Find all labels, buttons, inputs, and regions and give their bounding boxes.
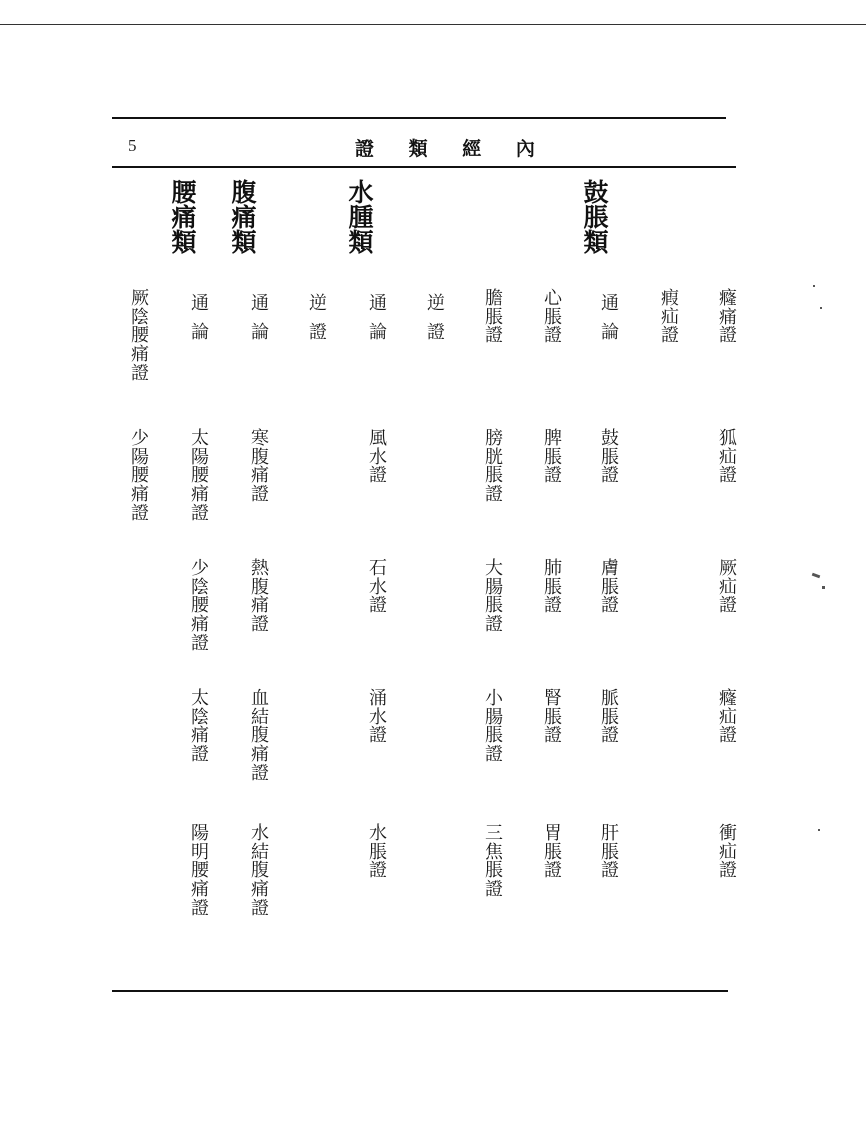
glyph: 痛: [171, 203, 197, 232]
glyph: 痛: [251, 465, 269, 487]
glyph: 脹: [485, 725, 503, 747]
glyph: 證: [369, 465, 387, 487]
glyph: 證: [427, 321, 445, 343]
entry-item: [537, 690, 569, 746]
glyph: 證: [369, 725, 387, 747]
glyph: 論: [369, 321, 387, 343]
glyph: 通: [369, 293, 387, 314]
glyph: 證: [251, 897, 269, 919]
glyph: 痛: [719, 306, 737, 328]
glyph: 脹: [544, 446, 562, 468]
entry-item: [537, 560, 569, 616]
glyph: 脹: [601, 446, 619, 468]
glyph: 證: [131, 502, 149, 524]
glyph: 腹: [251, 725, 269, 747]
glyph: 厥: [719, 558, 737, 579]
glyph: 脹: [369, 841, 387, 863]
glyph: 膽: [485, 288, 503, 309]
glyph: 結: [251, 841, 269, 863]
glyph: 證: [544, 725, 562, 747]
scan-speck: [812, 573, 821, 579]
glyph: 痛: [231, 203, 257, 232]
glyph: 疝: [661, 306, 679, 328]
glyph: 涌: [369, 688, 387, 709]
glyph: 證: [251, 762, 269, 784]
entry-item: [654, 290, 686, 346]
glyph: 腹: [251, 576, 269, 598]
glyph: 類: [583, 228, 609, 257]
glyph: 小: [485, 688, 503, 709]
glyph: 腸: [485, 706, 503, 728]
glyph: 脈: [601, 688, 619, 709]
glyph: 證: [661, 325, 679, 347]
running-title-char: 內: [515, 138, 535, 160]
footer-rule: [112, 990, 728, 992]
running-title-char: 類: [408, 138, 428, 160]
running-title: [355, 134, 563, 161]
glyph: 腰: [191, 465, 209, 487]
glyph: 論: [601, 321, 619, 343]
glyph: 水: [348, 178, 374, 207]
glyph: 脹: [544, 841, 562, 863]
entry-item: [362, 290, 394, 348]
glyph: 類: [231, 228, 257, 257]
glyph: 逆: [427, 293, 445, 314]
glyph: 證: [251, 614, 269, 636]
glyph: 結: [251, 706, 269, 728]
entry-item: [244, 290, 276, 348]
glyph: 陰: [131, 306, 149, 328]
glyph: 衝: [719, 823, 737, 844]
glyph: 陽: [131, 446, 149, 468]
glyph: 脹: [485, 306, 503, 328]
glyph: 證: [544, 860, 562, 882]
entry-item: [478, 560, 510, 635]
glyph: 瘕: [661, 288, 679, 309]
glyph: 水: [369, 823, 387, 844]
entry-item: [537, 825, 569, 881]
glyph: 陰: [191, 706, 209, 728]
entry-item: [362, 430, 394, 486]
glyph: 證: [601, 860, 619, 882]
entry-item: [478, 690, 510, 765]
glyph: 腰: [191, 595, 209, 617]
glyph: 證: [309, 321, 327, 343]
glyph: 證: [544, 595, 562, 617]
glyph: 腰: [131, 465, 149, 487]
glyph: 明: [191, 841, 209, 863]
header-bottom-rule: [112, 166, 736, 168]
glyph: 脹: [601, 841, 619, 863]
glyph: 癃: [719, 688, 737, 709]
glyph: 太: [191, 428, 209, 449]
glyph: 脹: [544, 706, 562, 728]
glyph: 證: [191, 744, 209, 766]
entry-item: [184, 290, 216, 348]
running-title-char: 證: [355, 138, 375, 160]
heading-drum-distension: [580, 180, 612, 255]
glyph: 疝: [719, 576, 737, 598]
glyph: 心: [544, 288, 562, 309]
glyph: 證: [485, 614, 503, 636]
glyph: 腹: [251, 860, 269, 882]
glyph: 證: [601, 725, 619, 747]
glyph: 證: [485, 744, 503, 766]
glyph: 水: [251, 823, 269, 844]
glyph: 鼓: [583, 178, 609, 207]
glyph: 腸: [485, 576, 503, 598]
entry-item: [537, 430, 569, 486]
header-top-rule: [112, 117, 726, 119]
glyph: 陽: [191, 823, 209, 844]
glyph: 腹: [251, 446, 269, 468]
glyph: 風: [369, 428, 387, 449]
glyph: 腰: [131, 325, 149, 347]
entry-item: [362, 690, 394, 746]
glyph: 痛: [191, 725, 209, 747]
glyph: 太: [191, 688, 209, 709]
glyph: 證: [544, 325, 562, 347]
glyph: 證: [485, 325, 503, 347]
entry-item: [712, 290, 744, 346]
glyph: 陽: [191, 446, 209, 468]
glyph: 腰: [191, 860, 209, 882]
glyph: 血: [251, 688, 269, 709]
glyph: 痛: [251, 595, 269, 617]
glyph: 三: [485, 823, 503, 844]
entry-item: [244, 560, 276, 635]
glyph: 腹: [231, 178, 257, 207]
entry-item: [302, 290, 334, 348]
entry-item: [184, 560, 216, 654]
entry-item: [362, 560, 394, 616]
glyph: 脹: [544, 306, 562, 328]
entry-item: [712, 825, 744, 881]
entry-item: [420, 290, 452, 348]
glyph: 鼓: [601, 428, 619, 449]
glyph: 胱: [485, 446, 503, 468]
entry-item: [478, 290, 510, 346]
glyph: 痛: [191, 484, 209, 506]
entry-item: [594, 825, 626, 881]
scan-speck: [820, 307, 822, 309]
glyph: 寒: [251, 428, 269, 449]
glyph: 狐: [719, 428, 737, 449]
glyph: 脹: [601, 706, 619, 728]
entry-item: [184, 690, 216, 765]
glyph: 陰: [191, 576, 209, 598]
glyph: 論: [191, 321, 209, 343]
glyph: 逆: [309, 293, 327, 314]
heading-edema: [345, 180, 377, 255]
running-title-char: 經: [462, 138, 482, 160]
entry-item: [244, 430, 276, 505]
entry-item: [478, 825, 510, 900]
heading-abdominal-pain: [228, 180, 260, 255]
glyph: 脹: [583, 203, 609, 232]
entry-item: [712, 690, 744, 746]
glyph: 痛: [191, 879, 209, 901]
entry-item: [124, 430, 156, 524]
glyph: 肺: [544, 558, 562, 579]
glyph: 證: [719, 595, 737, 617]
glyph: 熱: [251, 558, 269, 579]
glyph: 脾: [544, 428, 562, 449]
glyph: 疝: [719, 841, 737, 863]
glyph: 通: [191, 293, 209, 314]
glyph: 焦: [485, 841, 503, 863]
glyph: 痛: [131, 484, 149, 506]
glyph: 證: [369, 595, 387, 617]
glyph: 證: [251, 484, 269, 506]
entry-item: [362, 825, 394, 881]
entry-item: [184, 825, 216, 919]
glyph: 證: [369, 860, 387, 882]
glyph: 大: [485, 558, 503, 579]
glyph: 通: [601, 293, 619, 314]
glyph: 證: [719, 325, 737, 347]
glyph: 痛: [251, 879, 269, 901]
glyph: 水: [369, 576, 387, 598]
glyph: 脹: [544, 576, 562, 598]
glyph: 證: [719, 860, 737, 882]
glyph: 類: [348, 228, 374, 257]
page-number: 5: [128, 136, 137, 155]
glyph: 胃: [544, 823, 562, 844]
glyph: 石: [369, 558, 387, 579]
entry-item: [124, 290, 156, 384]
glyph: 論: [251, 321, 269, 343]
glyph: 疝: [719, 446, 737, 468]
scan-speck: [813, 285, 815, 287]
entry-item: [594, 290, 626, 348]
glyph: 證: [485, 879, 503, 901]
glyph: 厥: [131, 288, 149, 309]
glyph: 水: [369, 446, 387, 468]
entry-item: [244, 690, 276, 784]
entry-item: [184, 430, 216, 524]
glyph: 癃: [719, 288, 737, 309]
glyph: 腎: [544, 688, 562, 709]
glyph: 水: [369, 706, 387, 728]
entry-item: [594, 690, 626, 746]
glyph: 通: [251, 293, 269, 314]
glyph: 脹: [485, 595, 503, 617]
glyph: 證: [601, 595, 619, 617]
entry-item: [537, 290, 569, 346]
glyph: 脹: [485, 465, 503, 487]
glyph: 證: [485, 484, 503, 506]
glyph: 證: [191, 632, 209, 654]
glyph: 痛: [251, 744, 269, 766]
glyph: 痛: [191, 614, 209, 636]
glyph: 痛: [131, 344, 149, 366]
glyph: 證: [719, 465, 737, 487]
entry-item: [712, 560, 744, 616]
glyph: 脹: [485, 860, 503, 882]
glyph: 膚: [601, 558, 619, 579]
glyph: 證: [191, 897, 209, 919]
glyph: 膀: [485, 428, 503, 449]
glyph: 腫: [348, 203, 374, 232]
entry-item: [594, 430, 626, 486]
scan-speck: [822, 586, 825, 589]
glyph: 肝: [601, 823, 619, 844]
entry-item: [244, 825, 276, 919]
entry-item: [712, 430, 744, 486]
entry-item: [594, 560, 626, 616]
glyph: 疝: [719, 706, 737, 728]
glyph: 證: [719, 725, 737, 747]
glyph: 證: [544, 465, 562, 487]
glyph: 腰: [171, 178, 197, 207]
glyph: 少: [131, 428, 149, 449]
entry-item: [478, 430, 510, 505]
glyph: 類: [171, 228, 197, 257]
glyph: 證: [191, 502, 209, 524]
heading-waist-pain: [168, 180, 200, 255]
glyph: 證: [131, 362, 149, 384]
glyph: 少: [191, 558, 209, 579]
glyph: 脹: [601, 576, 619, 598]
glyph: 證: [601, 465, 619, 487]
scan-speck: [818, 829, 820, 831]
page-top-rule: [0, 24, 866, 25]
